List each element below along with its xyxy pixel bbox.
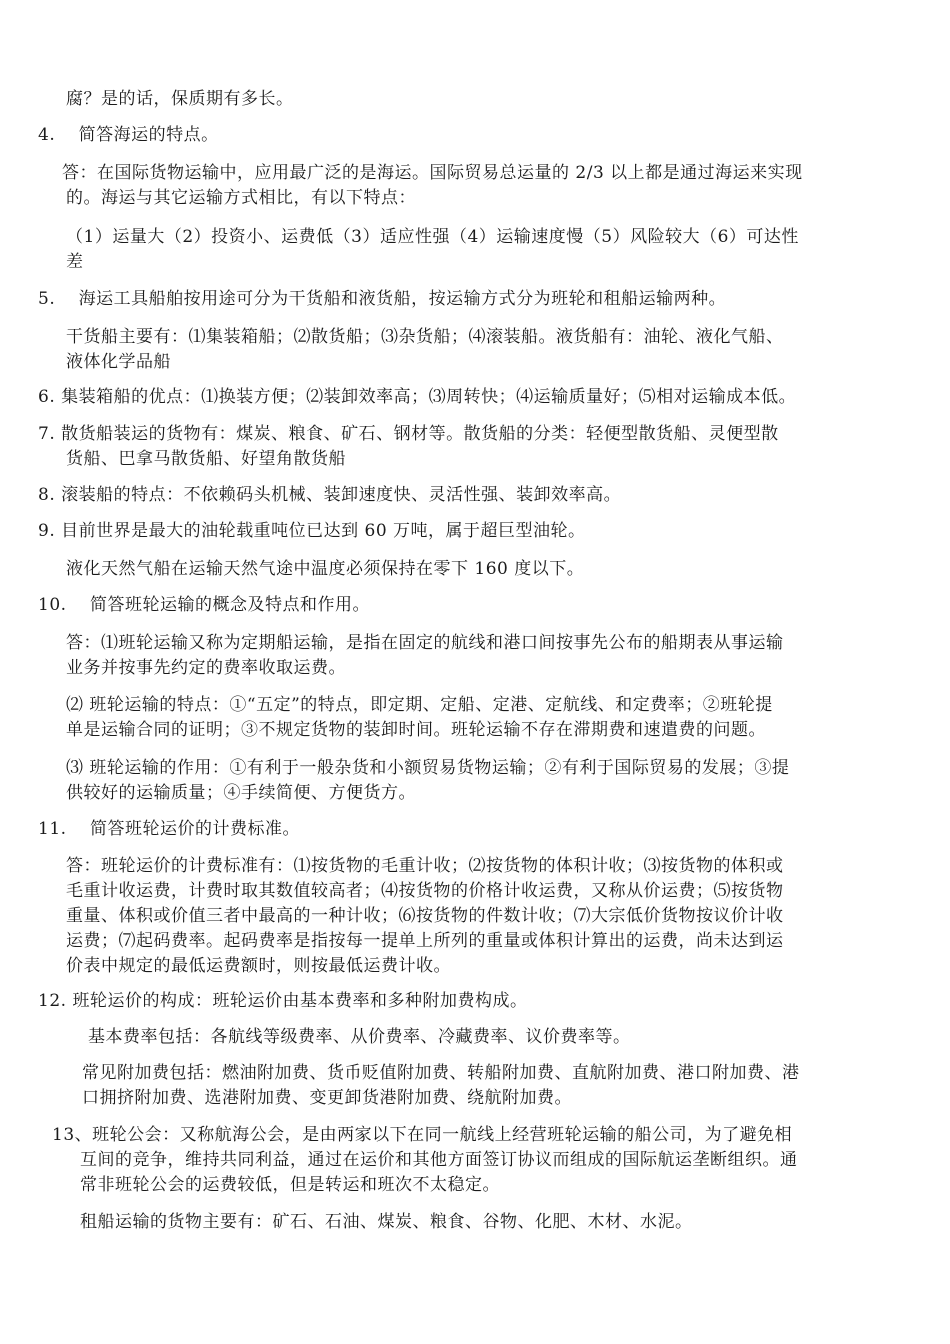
question-heading: 8. 滚装船的特点：不依赖码头机械、装卸速度快、灵活性强、装卸效率高。 bbox=[38, 485, 622, 505]
question-heading: 13、班轮公会：又称航海公会，是由两家以下在同一航线上经营班轮运输的船公司，为了避免相 bbox=[52, 1125, 793, 1145]
text-line: 运费；⑺起码费率。起码费率是指按每一提单上所列的重量或体积计算出的运费，尚未达到运 bbox=[66, 931, 784, 951]
text-line: 答：班轮运价的计费标准有：⑴按货物的毛重计收；⑵按货物的体积计收；⑶按货物的体积或 bbox=[66, 856, 784, 876]
text-line: 液化天然气船在运输天然气途中温度必须保持在零下 160 度以下。 bbox=[66, 559, 585, 579]
question-heading: 12. 班轮运价的构成：班轮运价由基本费率和多种附加费构成。 bbox=[38, 991, 528, 1011]
text-line: 租船运输的货物主要有：矿石、石油、煤炭、粮食、谷物、化肥、木材、水泥。 bbox=[80, 1212, 693, 1232]
question-heading: 11. 简答班轮运价的计费标准。 bbox=[38, 819, 300, 839]
text-line: ⑵ 班轮运输的特点：①“五定”的特点，即定期、定船、定港、定航线、和定费率；②班轮提 bbox=[66, 695, 773, 715]
text-line: 供较好的运输质量；④手续简便、方便货方。 bbox=[66, 783, 416, 803]
text-line: 单是运输合同的证明；③不规定货物的装卸时间。班轮运输不存在滞期费和速遣费的问题。 bbox=[66, 720, 766, 740]
text-line: 干货船主要有：⑴集装箱船；⑵散货船；⑶杂货船；⑷滚装船。液货船有：油轮、液化气船、 bbox=[66, 327, 784, 347]
text-line: 答：在国际货物运输中，应用最广泛的是海运。国际贸易总运量的 2/3 以上都是通过海运来实现 bbox=[62, 163, 803, 183]
question-heading: 4. 简答海运的特点。 bbox=[38, 125, 219, 145]
text-line: 的。海运与其它运输方式相比，有以下特点： bbox=[66, 188, 416, 208]
text-line: 腐？是的话，保质期有多长。 bbox=[66, 89, 294, 109]
text-line: ⑶ 班轮运输的作用：①有利于一般杂货和小额贸易货物运输；②有利于国际贸易的发展；③提 bbox=[66, 758, 790, 778]
question-heading: 7. 散货船装运的货物有：煤炭、粮食、矿石、钢材等。散货船的分类：轻便型散货船、灵便型散 bbox=[38, 424, 779, 444]
text-line: 口拥挤附加费、选港附加费、变更卸货港附加费、绕航附加费。 bbox=[82, 1088, 572, 1108]
text-line: 答：⑴班轮运输又称为定期船运输，是指在固定的航线和港口间按事先公布的船期表从事运输 bbox=[66, 633, 784, 653]
question-heading: 6. 集装箱船的优点：⑴换装方便；⑵装卸效率高；⑶周转快；⑷运输质量好；⑸相对运输成本低。 bbox=[38, 387, 797, 407]
text-line: 常见附加费包括：燃油附加费、货币贬值附加费、转船附加费、直航附加费、港口附加费、港 bbox=[82, 1063, 800, 1083]
question-heading: 10. 简答班轮运输的概念及特点和作用。 bbox=[38, 595, 370, 615]
text-line: 价表中规定的最低运费额时，则按最低运费计收。 bbox=[66, 956, 451, 976]
text-line: 基本费率包括：各航线等级费率、从价费率、冷藏费率、议价费率等。 bbox=[88, 1027, 631, 1047]
text-line: 常非班轮公会的运费较低，但是转运和班次不太稳定。 bbox=[80, 1175, 500, 1195]
text-line: 重量、体积或价值三者中最高的一种计收；⑹按货物的件数计收；⑺大宗低价货物按议价计收 bbox=[66, 906, 784, 926]
text-line: 差 bbox=[66, 252, 84, 272]
text-line: 业务并按事先约定的费率收取运费。 bbox=[66, 658, 346, 678]
text-line: 液体化学品船 bbox=[66, 352, 171, 372]
text-line: 互间的竞争，维持共同利益，通过在运价和其他方面签订协议而组成的国际航运垄断组织。通 bbox=[80, 1150, 798, 1170]
question-heading: 9. 目前世界是最大的油轮载重吨位已达到 60 万吨，属于超巨型油轮。 bbox=[38, 521, 586, 541]
text-line: 货船、巴拿马散货船、好望角散货船 bbox=[66, 449, 346, 469]
text-line: 毛重计收运费，计费时取其数值较高者；⑷按货物的价格计收运费，又称从价运费；⑸按货物 bbox=[66, 881, 784, 901]
text-line: （1）运量大（2）投资小、运费低（3）适应性强（4）运输速度慢（5）风险较大（6）可达性 bbox=[66, 227, 799, 247]
question-heading: 5. 海运工具船舶按用途可分为干货船和液货船，按运输方式分为班轮和租船运输两种。 bbox=[38, 289, 727, 309]
